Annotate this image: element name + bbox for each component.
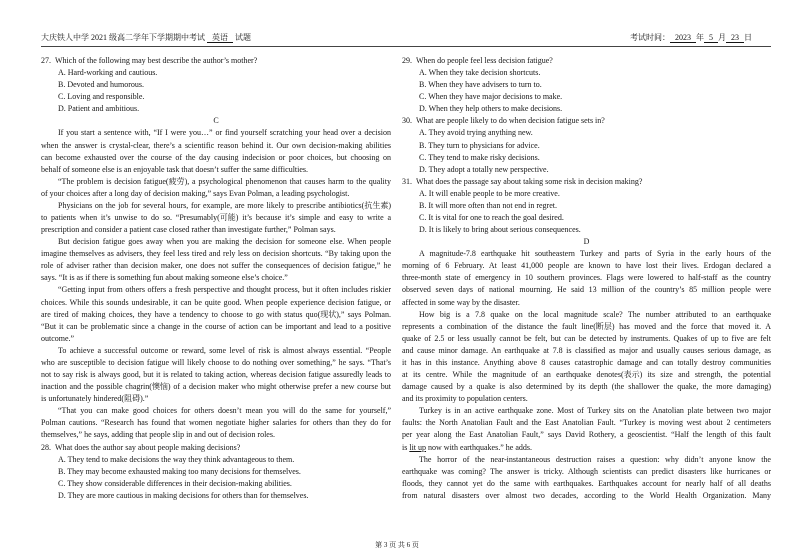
paragraph-line: when the answer is crystal-clear, there’s a scientific reason behind it. Our own decision-making abilities bbox=[41, 140, 391, 150]
text-segment: is bbox=[402, 442, 410, 452]
month-unit: 月 bbox=[718, 33, 726, 42]
question-text: When do people feel less decision fatigue? bbox=[416, 56, 553, 65]
exam-time-label: 考试时间： bbox=[630, 33, 670, 42]
paragraph-line: not to say risk is always good, but it is related to taking action, whereas decision fatigue assuredly leads to bbox=[41, 370, 391, 380]
question-text: What are people likely to do when decision fatigue sets in? bbox=[416, 116, 605, 126]
paragraph-line: morning of 6 February. At least 41,000 people are known to have lost their lives. Erdogan declared a bbox=[402, 261, 771, 271]
option-c: C. It is vital for one to reach the goal desired. bbox=[419, 213, 564, 223]
option-c: C. When they have major decisions to make. bbox=[419, 92, 563, 102]
option-d: D. It is likely to bring about serious consequences. bbox=[419, 225, 581, 235]
exam-month: 5 bbox=[704, 33, 718, 43]
page-number: 第 3 页 共 6 页 bbox=[375, 541, 419, 549]
paragraph bbox=[41, 176, 391, 200]
paragraph bbox=[41, 284, 391, 344]
paragraph-line: outcome.” bbox=[41, 333, 75, 343]
question-30 bbox=[402, 115, 771, 175]
left-column bbox=[41, 55, 391, 502]
passage-label-d: D bbox=[583, 237, 590, 247]
passage-label-c: C bbox=[213, 116, 219, 126]
paragraph-line: floods, they cannot yet do the same with earthquakes. Earthquakes account for nearly half of all deaths bbox=[402, 478, 771, 488]
question-28 bbox=[41, 442, 391, 502]
option-a: A. They tend to make decisions the way they think advantageous to them. bbox=[58, 454, 295, 464]
paragraph-line: observed seven days of national mourning. He said 13 million of the country’s 85 million people were bbox=[402, 285, 771, 295]
question-number: 27. bbox=[41, 56, 51, 65]
option-c: C. Loving and responsible. bbox=[58, 92, 145, 102]
paragraph-line: Physicians on the job for several hours, for example, are more likely to prescribe antibiotics(抗生素) bbox=[58, 200, 391, 210]
paragraph-line: To achieve a successful outcome or reward, some level of risk is almost always essential. “People bbox=[58, 345, 391, 355]
paragraph-line: and its proximity to population centers. bbox=[402, 394, 528, 404]
paragraph-line: behalf of someone else is an enjoyable task that doesn’t suffer the same difficulties. bbox=[41, 164, 309, 174]
exam-title-prefix: 大庆铁人中学 2021 级高二学年下学期期中考试 bbox=[41, 33, 205, 42]
paragraph-line: A magnitude-7.8 earthquake hit southeastern Turkey and parts of Syria in the early hours of the bbox=[419, 249, 771, 259]
paragraph-line: at its centre. While the magnitude of an earthquake denotes(表示) its size and strength, the potential bbox=[402, 370, 771, 380]
paragraph bbox=[402, 309, 771, 406]
paragraph-line: from natural disasters over almost two decades, according to the World Health Organization. Many bbox=[402, 490, 771, 500]
paragraph-line: of your choices after a long day of decision making,” says Evan Polman, a leading psychologist. bbox=[41, 188, 350, 198]
paragraph-line: Polman cautions. “Research has found that women negotiate higher salaries for others than they do for bbox=[41, 418, 391, 428]
question-stem bbox=[41, 442, 240, 454]
option-d: D. Patient and ambitious. bbox=[58, 104, 140, 114]
paragraph-line: who are susceptible to decision fatigue will likely choose to do nothing over something,” he says. “That’s bbox=[41, 357, 391, 367]
question-text: Which of the following may best describe the author’s mother? bbox=[55, 56, 258, 65]
option-a: A. It will enable people to be more creative. bbox=[419, 188, 560, 198]
paragraph-line: themselves,” he says, adding that people slip in and out of decision roles. bbox=[41, 430, 275, 440]
option-b: B. When they have advisers to turn to. bbox=[419, 80, 542, 90]
question-number: 30. bbox=[402, 116, 412, 126]
paragraph-line: prescription and consider a patient case closed rather than investigate further,” Polman says. bbox=[41, 225, 336, 235]
paragraph-line: three-month state of emergency in 10 southern provinces. Flags were lowered to half-staff as the country bbox=[402, 273, 771, 283]
paragraph-line: it has in this instance. Anything above 8 causes catastrophic damage and can totally destroy communities bbox=[402, 357, 771, 367]
exam-title-suffix: 试题 bbox=[235, 33, 251, 42]
paragraph bbox=[402, 454, 771, 502]
paragraph-line bbox=[402, 442, 532, 454]
exam-day: 23 bbox=[726, 33, 744, 43]
paragraph-line: quake of 2.5 or less usually cannot be felt, but can be detected by instruments. Quakes of up to five are felt bbox=[402, 333, 771, 343]
question-text: What does the author say about people making decisions? bbox=[55, 442, 241, 452]
paragraph-line: “That you can make good choices for others doesn’t mean you will do the same for yourself,” bbox=[58, 406, 391, 416]
question-stem bbox=[402, 55, 553, 67]
question-text: What does the passage say about taking some risk in decision making? bbox=[416, 176, 643, 186]
paragraph bbox=[41, 345, 391, 405]
option-b: B. Devoted and humorous. bbox=[58, 80, 144, 90]
paragraph-line: damage caused by a quake is also determined by its depth (the shallower the quake, the more damaging) bbox=[402, 382, 771, 392]
paragraph bbox=[41, 405, 391, 441]
paragraph-line: Turkey is in an active earthquake zone. Most of Turkey sits on the Anatolian plate between two major bbox=[419, 406, 771, 416]
option-a: A. They avoid trying anything new. bbox=[419, 128, 533, 138]
option-b: B. It will more often than not end in regret. bbox=[419, 200, 557, 210]
paragraph-line: choices. While this sounds undesirable, it can be quite good. When people experience decision fatigue, or bbox=[41, 297, 391, 307]
paragraph-line: says. “It is as if there is something fun about making someone else’s choice.” bbox=[41, 273, 288, 283]
option-b: B. They turn to physicians for advice. bbox=[419, 140, 540, 150]
paragraph-line: “Getting input from others offers a fresh perspective and thought process, but it often includes riskier bbox=[58, 285, 391, 295]
right-column bbox=[402, 55, 771, 502]
question-number: 31. bbox=[402, 176, 412, 186]
paragraph bbox=[402, 405, 771, 453]
paragraph-line: inaction and the possible chagrin(懊恼) of a decision maker who might otherwise prefer a new course but bbox=[41, 382, 391, 392]
paragraph-line: and cause minor damage. An earthquake at 7.8 is classified as major and usually causes serious damage, as bbox=[402, 345, 771, 355]
paragraph-line: role of adviser rather than decision maker, one does not suffer the consequences of decision fatigue,” he bbox=[41, 261, 391, 271]
option-b: B. They may become exhausted making too many decisions for themselves. bbox=[58, 466, 301, 476]
paragraph-line: “But it can be problematic since a change in the course of action can be important and lead to a positive bbox=[41, 321, 391, 331]
paragraph-line: How big is a 7.8 quake on the local magnitude scale? The number attributed to an earthquake bbox=[419, 309, 771, 319]
day-unit: 日 bbox=[744, 33, 752, 42]
exam-date bbox=[630, 32, 752, 44]
question-number: 29. bbox=[402, 56, 412, 65]
paragraph-line: per year along the East Anatolian Fault,” says David Rothery, a geoscientist. “Half the length of this fault bbox=[402, 430, 771, 440]
year-unit: 年 bbox=[696, 33, 704, 42]
paragraph-line: can become exhausted over the course of the day causing indecision or poor choices, but choosing on bbox=[41, 152, 391, 162]
question-stem bbox=[402, 115, 605, 127]
option-d: D. When they help others to make decisions. bbox=[419, 104, 563, 114]
paragraph bbox=[41, 200, 391, 236]
paragraph-line: affected in some way by the disaster. bbox=[402, 297, 520, 307]
option-a: A. When they take decision shortcuts. bbox=[419, 68, 541, 78]
question-27 bbox=[41, 55, 391, 115]
header-rule bbox=[41, 46, 771, 47]
paragraph-line: to patients when it’s unwise to do so. “Presumably(可能) it’s because it’s simple and easy to write a bbox=[41, 213, 391, 223]
paragraph-line: But decision fatigue goes away when you are making the decision for someone else. When people bbox=[58, 237, 391, 247]
paragraph-line: “The problem is decision fatigue(疲劳), a psychological phenomenon that causes harm to the quality bbox=[58, 176, 391, 186]
text-segment: now with earthquakes.” he adds. bbox=[426, 442, 532, 452]
question-stem bbox=[41, 55, 257, 67]
exam-year: 2023 bbox=[670, 33, 696, 43]
underlined-phrase: lit up bbox=[409, 442, 427, 452]
paragraph-line: If you start a sentence with, “If I were you…” or find yourself scratching your head over a decision bbox=[58, 128, 391, 138]
subject-name: 英语 bbox=[207, 33, 233, 43]
question-number: 28. bbox=[41, 442, 51, 452]
exam-title bbox=[41, 32, 251, 44]
option-c: C. They show considerable differences in their decision-making abilities. bbox=[58, 478, 292, 488]
paragraph-line: represents a combination of the distance the fault line(断层) has moved and the force that moved it. A bbox=[402, 321, 771, 331]
option-a: A. Hard-working and cautious. bbox=[58, 68, 158, 78]
paragraph-line: The horror of the near-instantaneous destruction raises a question: why didn’t anyone know the bbox=[419, 454, 771, 464]
paragraph bbox=[41, 127, 391, 175]
paragraph bbox=[402, 248, 771, 308]
question-29 bbox=[402, 55, 771, 115]
paragraph-line: earthquake was coming? The answer is tricky. Although scientists can predict disasters like hurricanes or bbox=[402, 466, 771, 476]
paragraph-line: imagine themselves as advisers, they feel less tired and rely less on decision shortcuts. “By taking upon the bbox=[41, 249, 391, 259]
question-stem bbox=[402, 176, 642, 188]
option-d: D. They adopt a totally new perspective. bbox=[419, 164, 549, 174]
paragraph-line: is unfortunately hindered(阻碍).” bbox=[41, 394, 149, 404]
paragraph-line: are tired of making choices, they have a tendency to choose to go with status quo(现状),” says Polman. bbox=[41, 309, 391, 319]
paragraph bbox=[41, 236, 391, 284]
paragraph-line: faults: the North Anatolian Fault and the East Anatolian Fault. “Turkey is moving west about 2 centimeters bbox=[402, 418, 771, 428]
question-31 bbox=[402, 176, 771, 236]
option-d: D. They are more cautious in making decisions for others than for themselves. bbox=[58, 490, 309, 500]
option-c: C. They tend to make risky decisions. bbox=[419, 152, 540, 162]
